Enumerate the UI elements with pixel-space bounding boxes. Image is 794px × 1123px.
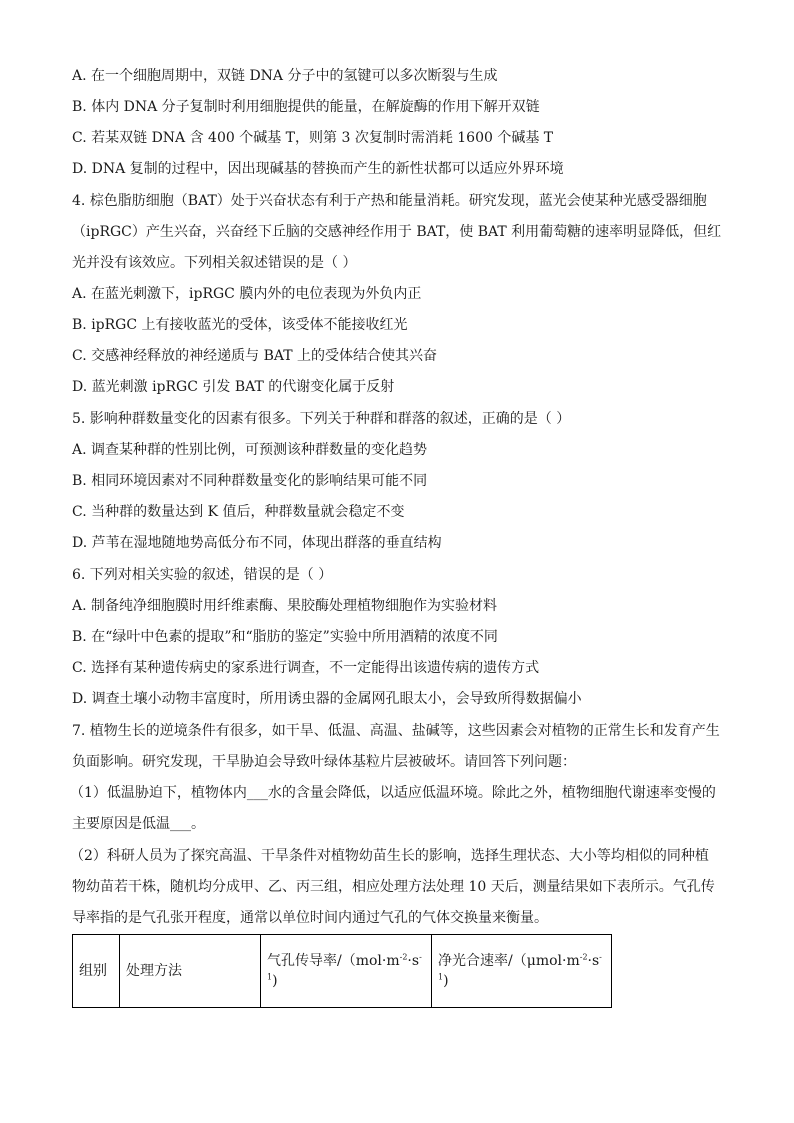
option-c-q5: C. 当种群的数量达到 K 值后，种群数量就会稳定不变 [72,504,405,520]
conductance-close: ) [272,973,278,989]
question-4-line-2: （ipRGC）产生兴奋，兴奋经下丘脑的交感神经作用于 BAT，使 BAT 利用葡萄糖的速率明显降低，但红 [72,224,722,240]
photosynthesis-exp3: 1 [438,972,444,982]
option-c-q3: C. 若某双链 DNA 含 400 个碱基 T，则第 3 次复制时需消耗 1600 个碱基 T [72,130,554,146]
table-header-stomatal-conductance [261,935,432,1008]
photosynthesis-close: ) [443,973,449,989]
conductance-s: ·s [407,953,420,969]
option-b-q3: B. 体内 DNA 分子复制时利用细胞提供的能量，在解旋酶的作用下解开双链 [72,99,540,115]
question-7-line-2: 负面影响。研究发现，干旱胁迫会导致叶绿体基粒片层被破坏。请回答下列问题： [72,754,576,770]
table-header-method: 处理方法 [120,935,261,1008]
data-table [72,934,612,1008]
photosynthesis-label: 净光合速率/（μmol·m [438,953,580,969]
option-c-q6: C. 选择有某种遗传病史的家系进行调查，不一定能得出该遗传病的遗传方式 [72,660,540,676]
photosynthesis-s: ·s [587,953,600,969]
option-b-q5: B. 相同环境因素对不同种群数量变化的影响结果可能不同 [72,473,428,489]
photosynthesis-exp1: -2 [579,952,588,962]
question-4-line-1: 4. 棕色脂肪细胞（BAT）处于兴奋状态有利于产热和能量消耗。研究发现，蓝光会使某种光感受器细胞 [72,193,707,209]
question-5: 5. 影响种群数量变化的因素有很多。下列关于种群和群落的叙述，正确的是（ ） [72,411,571,427]
option-d-q4: D. 蓝光刺激 ipRGC 引发 BAT 的代谢变化属于反射 [72,379,395,395]
question-7-line-1: 7. 植物生长的逆境条件有很多，如干旱、低温、高温、盐碱等，这些因素会对植物的正常生长和发育产生 [72,723,720,739]
question-4-line-3: 光并没有该效应。下列相关叙述错误的是（ ） [72,255,357,271]
option-a-q5: A. 调查某种群的性别比例，可预测该种群数量的变化趋势 [72,442,428,458]
conductance-label: 气孔传导率/（mol·m [267,953,400,969]
question-7-part-1-line-2: 主要原因是低温___。 [72,816,205,832]
option-a-q4: A. 在蓝光刺激下，ipRGC 膜内外的电位表现为外负内正 [72,286,422,302]
photosynthesis-exp2: - [599,952,602,962]
table-header-net-photosynthesis [432,935,612,1008]
question-7-part-2-line-2: 物幼苗若干株，随机均分成甲、乙、丙三组，相应处理方法处理 10 天后，测量结果如下表所示。气孔传 [72,879,715,895]
table-header-group: 组别 [73,935,120,1008]
conductance-exp2: - [419,952,422,962]
option-d-q5: D. 芦苇在湿地随地势高低分布不同，体现出群落的垂直结构 [72,535,442,551]
question-6: 6. 下列对相关实验的叙述，错误的是（ ） [72,567,333,583]
option-b-q6: B. 在“绿叶中色素的提取”和“脂肪的鉴定”实验中所用酒精的浓度不同 [72,629,498,645]
option-d-q6: D. 调查土壤小动物丰富度时，所用诱虫器的金属网孔眼太小，会导致所得数据偏小 [72,691,582,707]
question-7-part-2-line-1: （2）科研人员为了探究高温、干旱条件对植物幼苗生长的影响，选择生理状态、大小等均相似的同种植 [70,848,709,864]
conductance-exp3: 1 [267,972,273,982]
question-7-part-2-line-3: 导率指的是气孔张开程度，通常以单位时间内通过气孔的气体交换量来衡量。 [72,910,548,926]
question-7-part-1-line-1: （1）低温胁迫下，植物体内___水的含量会降低，以适应低温环境。除此之外，植物细胞代谢速率变慢的 [70,785,716,801]
table-header-row [73,935,612,1008]
option-c-q4: C. 交感神经释放的神经递质与 BAT 上的受体结合使其兴奋 [72,348,437,364]
option-a-q3: A. 在一个细胞周期中，双链 DNA 分子中的氢键可以多次断裂与生成 [72,68,498,84]
conductance-exp1: -2 [399,952,408,962]
option-d-q3: D. DNA 复制的过程中，因出现碱基的替换而产生的新性状都可以适应外界环境 [72,161,564,177]
option-b-q4: B. ipRGC 上有接收蓝光的受体，该受体不能接收红光 [72,317,408,333]
option-a-q6: A. 制备纯净细胞膜时用纤维素酶、果胶酶处理植物细胞作为实验材料 [72,598,498,614]
